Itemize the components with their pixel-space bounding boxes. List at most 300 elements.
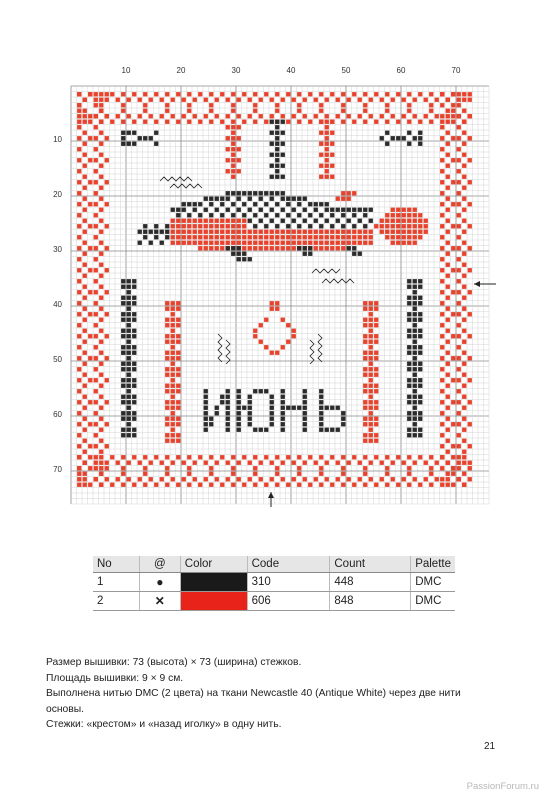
stitch: [413, 356, 417, 360]
stitch: [363, 103, 367, 107]
stitch: [369, 219, 373, 223]
stitch: [297, 92, 301, 96]
stitch: [121, 301, 125, 305]
stitch: [165, 351, 169, 355]
stitch: [154, 483, 158, 487]
stitch: [248, 241, 252, 245]
stitch: [297, 197, 301, 201]
stitch: [418, 411, 422, 415]
x-tick-label: 10: [121, 66, 131, 75]
stitch: [385, 92, 389, 96]
stitch: [413, 323, 417, 327]
stitch: [77, 400, 81, 404]
stitch: [99, 351, 103, 355]
stitch: [457, 246, 461, 250]
stitch: [237, 241, 241, 245]
stitch: [451, 109, 455, 113]
zigzag-top-left: [160, 177, 192, 181]
stitch: [297, 230, 301, 234]
stitch: [176, 230, 180, 234]
stitch: [77, 389, 81, 393]
stitch: [440, 103, 444, 107]
stitch: [209, 120, 213, 124]
stitch: [264, 455, 268, 459]
stitch: [237, 417, 241, 421]
cell-code: 606: [247, 592, 330, 611]
stitch: [171, 433, 175, 437]
stitch: [418, 224, 422, 228]
stitch: [105, 466, 109, 470]
stitch: [402, 136, 406, 140]
stitch: [336, 230, 340, 234]
stitch: [369, 406, 373, 410]
stitch: [94, 191, 98, 195]
stitch: [275, 455, 279, 459]
stitch: [88, 312, 92, 316]
stitch: [226, 136, 230, 140]
stitch: [270, 142, 274, 146]
stitch: [187, 213, 191, 217]
stitch: [176, 340, 180, 344]
stitch: [369, 318, 373, 322]
stitch: [413, 406, 417, 410]
watermark: PassionForum.ru: [466, 781, 539, 792]
stitch: [451, 180, 455, 184]
stitch: [264, 230, 268, 234]
stitch: [121, 142, 125, 146]
stitch: [264, 345, 268, 349]
stitch: [462, 455, 466, 459]
stitch: [99, 175, 103, 179]
stitch: [105, 246, 109, 250]
stitch: [363, 367, 367, 371]
stitch: [83, 274, 87, 278]
stitch: [308, 455, 312, 459]
stitch: [270, 241, 274, 245]
stitch: [462, 241, 466, 245]
stitch: [281, 422, 285, 426]
stitch: [413, 477, 417, 481]
stitch: [171, 389, 175, 393]
stitch: [275, 131, 279, 135]
stitch: [138, 98, 142, 102]
stitch: [374, 92, 378, 96]
stitch: [209, 92, 213, 96]
stitch: [407, 433, 411, 437]
stitch: [303, 389, 307, 393]
stitch: [198, 230, 202, 234]
stitch: [165, 433, 169, 437]
page-number: 21: [484, 741, 496, 752]
stitch: [176, 356, 180, 360]
stitch: [374, 384, 378, 388]
stitch: [110, 455, 114, 459]
stitch: [94, 158, 98, 162]
stitch: [413, 351, 417, 355]
stitch: [281, 235, 285, 239]
stitch: [99, 252, 103, 256]
stitch: [468, 268, 472, 272]
stitch: [83, 472, 87, 476]
stitch: [110, 120, 114, 124]
stitch: [88, 158, 92, 162]
stitch: [226, 191, 230, 195]
stitch: [242, 257, 246, 261]
stitch: [413, 136, 417, 140]
stitch: [369, 384, 373, 388]
stitch: [220, 213, 224, 217]
stitch: [363, 323, 367, 327]
stitch: [143, 483, 147, 487]
stitch: [369, 312, 373, 316]
stitch: [286, 455, 290, 459]
stitch: [446, 428, 450, 432]
stitch: [193, 461, 197, 465]
stitch: [407, 466, 411, 470]
stitch: [413, 334, 417, 338]
stitch: [286, 483, 290, 487]
stitch: [270, 307, 274, 311]
stitch: [176, 224, 180, 228]
stitch: [88, 202, 92, 206]
stitch: [171, 329, 175, 333]
stitch: [259, 389, 263, 393]
stitch: [286, 213, 290, 217]
stitch: [308, 224, 312, 228]
stitch: [440, 120, 444, 124]
stitch: [182, 241, 186, 245]
stitch: [374, 301, 378, 305]
stitch: [358, 235, 362, 239]
stitch: [209, 213, 213, 217]
stitch: [204, 246, 208, 250]
stitch: [413, 411, 417, 415]
stitch: [83, 340, 87, 344]
stitch: [347, 197, 351, 201]
stitch: [99, 296, 103, 300]
stitch: [275, 125, 279, 129]
stitch: [446, 274, 450, 278]
stitch: [369, 411, 373, 415]
stitch: [407, 400, 411, 404]
stitch: [407, 455, 411, 459]
stitch: [209, 483, 213, 487]
stitch: [297, 103, 301, 107]
stitch: [154, 455, 158, 459]
stitch: [259, 235, 263, 239]
stitch: [88, 114, 92, 118]
stitch: [341, 241, 345, 245]
stitch: [77, 125, 81, 129]
stitch: [297, 235, 301, 239]
stitch: [94, 257, 98, 261]
stitch: [275, 120, 279, 124]
stitch: [325, 153, 329, 157]
stitch: [270, 230, 274, 234]
stitch: [171, 395, 175, 399]
stitch: [121, 109, 125, 113]
stitch: [132, 367, 136, 371]
stitch: [99, 329, 103, 333]
stitch: [336, 461, 340, 465]
y-tick-label: 40: [53, 300, 62, 309]
stitch: [116, 461, 120, 465]
stitch: [242, 92, 246, 96]
stitch: [336, 246, 340, 250]
stitch: [132, 279, 136, 283]
stitch: [165, 318, 169, 322]
stitch: [303, 428, 307, 432]
stitch: [165, 224, 169, 228]
stitch: [325, 208, 329, 212]
stitch: [176, 235, 180, 239]
stitch: [171, 422, 175, 426]
stitch: [446, 351, 450, 355]
stitch: [176, 367, 180, 371]
stitch: [303, 252, 307, 256]
stitch: [176, 213, 180, 217]
stitch: [369, 400, 373, 404]
stitch: [83, 351, 87, 355]
stitch: [77, 136, 81, 140]
stitch: [176, 389, 180, 393]
stitch: [77, 180, 81, 184]
stitch: [270, 120, 274, 124]
stitch: [220, 197, 224, 201]
stitch: [226, 241, 230, 245]
stitch: [259, 241, 263, 245]
stitch: [457, 422, 461, 426]
stitch: [77, 109, 81, 113]
stitch: [391, 461, 395, 465]
stitch: [116, 98, 120, 102]
stitch: [413, 422, 417, 426]
stitch: [413, 362, 417, 366]
stitch: [215, 477, 219, 481]
stitch: [88, 455, 92, 459]
stitch: [319, 109, 323, 113]
stitch: [270, 411, 274, 415]
stitch: [198, 213, 202, 217]
stitch: [99, 92, 103, 96]
stitch: [462, 92, 466, 96]
x-tick-label: 20: [176, 66, 186, 75]
stitch: [187, 202, 191, 206]
stitch: [446, 439, 450, 443]
stitch: [121, 131, 125, 135]
stitch: [105, 158, 109, 162]
stitch: [105, 202, 109, 206]
stitch: [336, 208, 340, 212]
stitch: [94, 323, 98, 327]
y-tick-label: 10: [53, 135, 62, 144]
stitch: [204, 241, 208, 245]
stitch: [165, 109, 169, 113]
stitch: [330, 164, 334, 168]
stitch: [418, 334, 422, 338]
stitch: [132, 400, 136, 404]
stitch: [319, 246, 323, 250]
stitch: [325, 175, 329, 179]
stitch: [385, 472, 389, 476]
stitch: [215, 241, 219, 245]
stitch: [187, 92, 191, 96]
stitch: [121, 466, 125, 470]
stitch: [325, 98, 329, 102]
stitch: [457, 103, 461, 107]
stitch: [121, 384, 125, 388]
stitch: [99, 142, 103, 146]
stitch: [127, 329, 131, 333]
stitch: [336, 406, 340, 410]
stitch: [259, 461, 263, 465]
stitch: [418, 384, 422, 388]
stitch: [429, 103, 433, 107]
stitch: [358, 230, 362, 234]
stitch: [424, 219, 428, 223]
stitch: [325, 158, 329, 162]
stitch: [457, 334, 461, 338]
stitch: [391, 213, 395, 217]
stitch: [154, 224, 158, 228]
stitch: [407, 224, 411, 228]
stitch: [138, 230, 142, 234]
stitch: [446, 384, 450, 388]
y-tick-label: 20: [53, 190, 62, 199]
stitch: [231, 147, 235, 151]
stitch: [83, 208, 87, 212]
stitch: [341, 455, 345, 459]
stitch: [264, 120, 268, 124]
stitch: [369, 208, 373, 212]
stitch: [160, 114, 164, 118]
stitch: [264, 241, 268, 245]
stitch: [462, 450, 466, 454]
stitch: [457, 202, 461, 206]
stitch: [149, 461, 153, 465]
stitch: [363, 439, 367, 443]
stitch: [275, 175, 279, 179]
stitch: [402, 235, 406, 239]
stitch: [193, 219, 197, 223]
stitch: [308, 252, 312, 256]
stitch: [165, 103, 169, 107]
stitch: [215, 235, 219, 239]
stitch: [468, 334, 472, 338]
stitch: [352, 92, 356, 96]
stitch: [341, 235, 345, 239]
stitch: [369, 378, 373, 382]
stitch: [226, 411, 230, 415]
stitch: [253, 92, 257, 96]
stitch: [336, 477, 340, 481]
stitch: [127, 318, 131, 322]
stitch: [286, 406, 290, 410]
stitch: [363, 455, 367, 459]
stitch: [451, 114, 455, 118]
stitch: [171, 378, 175, 382]
stitch: [127, 301, 131, 305]
stitch: [253, 120, 257, 124]
stitch: [220, 92, 224, 96]
stitch: [88, 466, 92, 470]
stitch: [127, 98, 131, 102]
stitch: [204, 235, 208, 239]
stitch: [275, 191, 279, 195]
stitch: [462, 175, 466, 179]
stitch: [314, 208, 318, 212]
stitch: [281, 197, 285, 201]
stitch: [330, 230, 334, 234]
stitch: [462, 351, 466, 355]
note-stitches: Стежки: «крестом» и «назад иголку» в одну нить.: [46, 719, 282, 730]
stitch: [176, 301, 180, 305]
stitch: [330, 246, 334, 250]
stitch: [462, 208, 466, 212]
stitch: [226, 400, 230, 404]
stitch: [363, 92, 367, 96]
stitch: [440, 224, 444, 228]
stitch: [275, 241, 279, 245]
stitch: [253, 428, 257, 432]
stitch: [440, 301, 444, 305]
stitch: [248, 208, 252, 212]
stitch: [132, 384, 136, 388]
stitch: [105, 98, 109, 102]
stitch: [347, 461, 351, 465]
stitch: [418, 329, 422, 333]
stitch: [446, 329, 450, 333]
stitch: [83, 98, 87, 102]
stitch: [413, 378, 417, 382]
stitch: [226, 246, 230, 250]
stitch: [77, 169, 81, 173]
stitch: [94, 433, 98, 437]
stitch: [116, 477, 120, 481]
stitch: [468, 312, 472, 316]
stitch: [457, 136, 461, 140]
stitch: [292, 98, 296, 102]
stitch: [226, 219, 230, 223]
stitch: [462, 274, 466, 278]
stitch: [182, 98, 186, 102]
stitch: [77, 246, 81, 250]
stitch: [176, 323, 180, 327]
stitch: [286, 197, 290, 201]
stitch: [187, 230, 191, 234]
stitch: [204, 389, 208, 393]
stitch: [88, 180, 92, 184]
stitch: [165, 384, 169, 388]
stitch: [363, 433, 367, 437]
stitch: [352, 241, 356, 245]
stitch: [314, 246, 318, 250]
stitch: [132, 411, 136, 415]
stitch: [308, 230, 312, 234]
stitch: [391, 241, 395, 245]
stitch: [248, 219, 252, 223]
stitch: [424, 477, 428, 481]
stitch: [374, 367, 378, 371]
stitch: [226, 197, 230, 201]
stitch: [314, 235, 318, 239]
stitch: [121, 378, 125, 382]
cell-count: 448: [330, 573, 411, 592]
stitch: [248, 422, 252, 426]
stitch: [237, 136, 241, 140]
stitch: [369, 477, 373, 481]
stitch: [363, 109, 367, 113]
